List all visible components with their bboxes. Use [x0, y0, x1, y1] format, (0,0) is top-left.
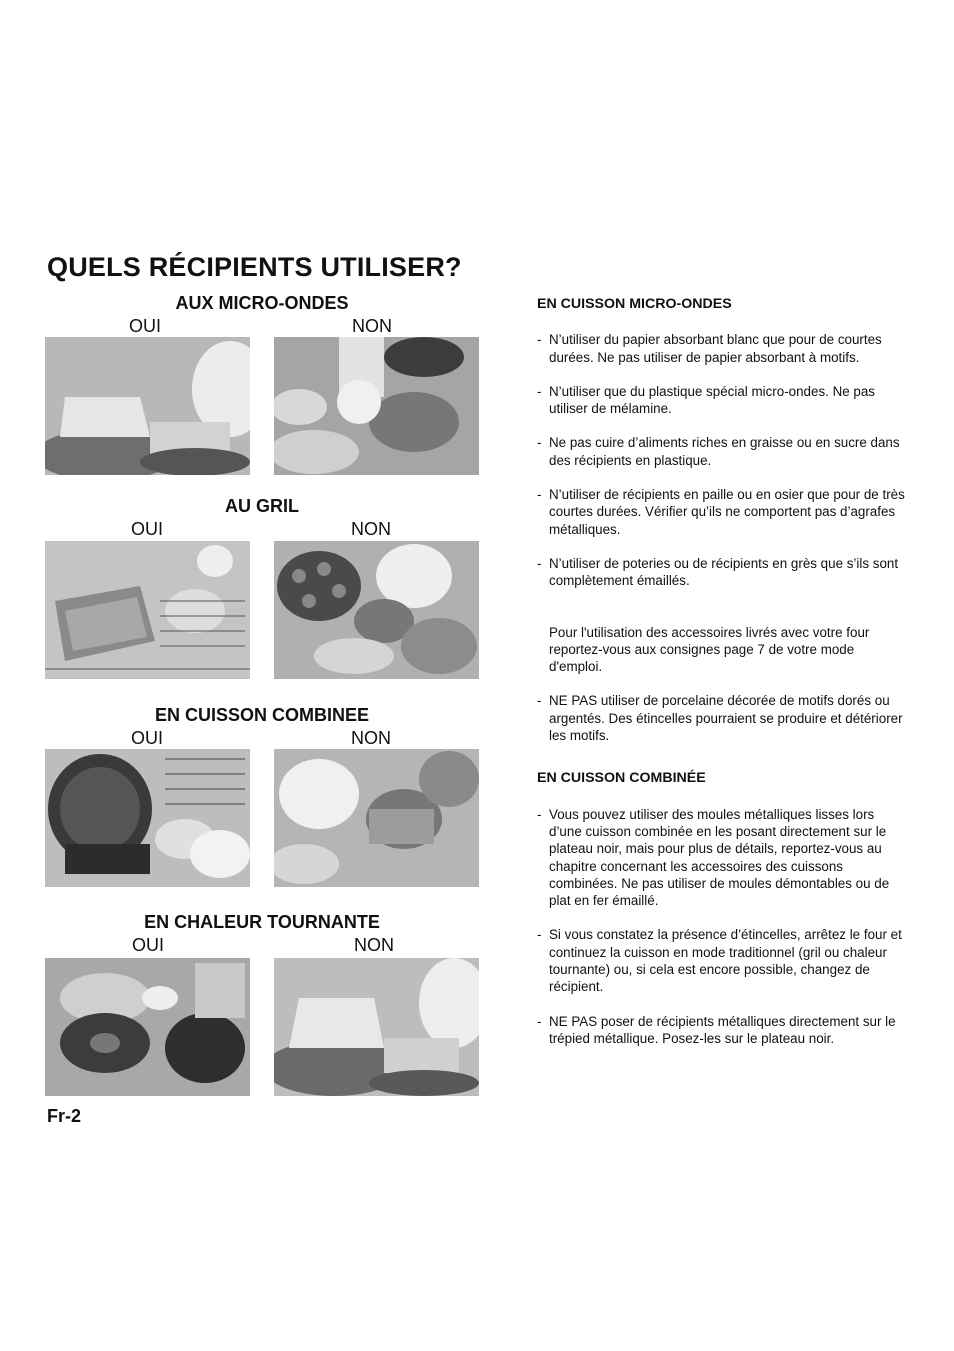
label-oui: OUI	[131, 728, 164, 748]
page-title: QUELS RÉCIPIENTS UTILISER?	[47, 252, 462, 282]
label-oui: OUI	[129, 316, 162, 336]
list-item	[537, 555, 909, 590]
list-item-text: N’utiliser que du plastique spécial micro-ondes. Ne pas utiliser de mélamine.	[549, 383, 876, 417]
list-item-text: N’utiliser de poteries ou de récipients en grès que s’ils sont complètement émaillés.	[549, 555, 899, 589]
list-item	[537, 383, 909, 418]
dash: -	[537, 927, 542, 943]
list-item-text: NE PAS utiliser de porcelaine décorée de motifs dorés ou argentés. Des étincelles pourraient se produire et détériorer les motifs.	[549, 693, 903, 744]
photo-combined-oui	[45, 749, 250, 887]
page-number: Fr-2	[47, 1106, 82, 1126]
photo-convection-non	[274, 958, 479, 1096]
dash: -	[537, 806, 542, 822]
accessories-note: Pour l'utilisation des accessoires livrés avec votre four reportez-vous aux consignes page 7 de votre mode d'emploi.	[549, 624, 870, 675]
list-item-text: Ne pas cuire d’aliments riches en graisse ou en sucre dans des récipients en plastique.	[549, 435, 900, 468]
section-heading-combined: EN CUISSON COMBINEE	[154, 705, 370, 725]
dash: -	[537, 1013, 542, 1029]
label-oui: OUI	[131, 519, 164, 539]
section-heading-convection: EN CHALEUR TOURNANTE	[144, 912, 380, 932]
label-non: NON	[351, 728, 391, 748]
dash: -	[537, 435, 542, 451]
dash: -	[537, 555, 542, 571]
section-heading-microwave: AUX MICRO-ONDES	[175, 293, 349, 313]
list-item	[537, 926, 909, 995]
subheading-microwave: EN CUISSON MICRO-ONDES	[537, 296, 732, 312]
label-non: NON	[351, 519, 391, 539]
label-non: NON	[352, 316, 392, 336]
dash: -	[537, 693, 542, 709]
photo-combined-non	[274, 749, 479, 887]
list-item	[537, 434, 909, 469]
list-item	[537, 692, 909, 744]
photo-grill-non	[274, 541, 479, 679]
list-item	[537, 331, 909, 366]
section-heading-grill: AU GRIL	[225, 496, 299, 516]
list-item-text: N’utiliser du papier absorbant blanc que pour de courtes durées. Ne pas utiliser de papier absorbant à motifs.	[549, 332, 882, 365]
dash: -	[537, 487, 542, 503]
photo-microwave-non	[274, 337, 479, 475]
photo-microwave-oui	[45, 337, 250, 475]
list-item	[537, 806, 909, 910]
list-item-text: NE PAS poser de récipients métalliques directement sur le trépied métallique. Posez-les sur le plateau noir.	[549, 1013, 896, 1046]
label-oui: OUI	[132, 935, 165, 955]
list-item	[537, 1013, 909, 1048]
photo-convection-oui	[45, 958, 250, 1096]
list-item	[537, 486, 909, 538]
list-item-text: N’utiliser de récipients en paille ou en osier que pour de très courtes durées. Vérifier qu’ils ne comportent pas d’agrafes métalliques.	[549, 487, 905, 537]
dash: -	[537, 383, 542, 399]
list-item-text: Si vous constatez la présence d’étincelles, arrêtez le four et continuez la cuisson en mode traditionnel (gril ou chaleur tournante) ou, si cela est encore possible, changez de récipient.	[549, 927, 902, 995]
list-item-text: Vous pouvez utiliser des moules métalliques lisses lors d’une cuisson combinée en les posant directement sur le plateau noir, mais pour plus de détails, reportez-vous au chapitre concernant les accessoires des cuissons combinées. Ne pas utiliser de moules démontables ou de plat en fer émaillé.	[549, 806, 890, 909]
label-non: NON	[354, 935, 394, 955]
right-column	[537, 296, 909, 1064]
photo-grill-oui	[45, 541, 250, 679]
subheading-combined: EN CUISSON COMBINÉE	[537, 770, 706, 787]
dash: -	[537, 332, 542, 348]
